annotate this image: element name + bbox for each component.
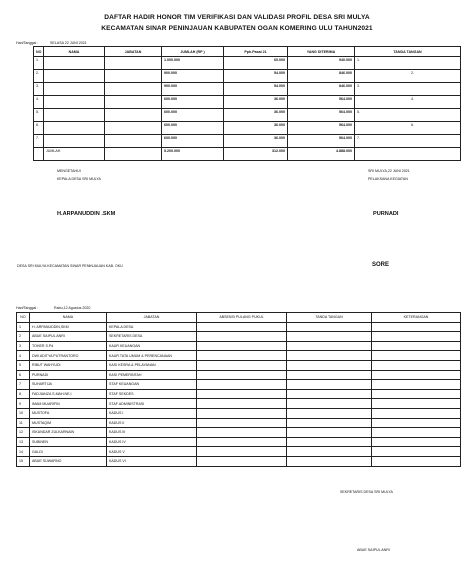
table-row (34, 108, 461, 121)
cell-jumlah: 900.000 (162, 69, 224, 82)
cell-ttd (287, 437, 372, 447)
cell-no: 4. (34, 95, 44, 108)
cell-ttd: 5. (355, 108, 461, 121)
sign-right-line1: SRI MULYA,22 JUNI 2021 (368, 169, 410, 173)
cell-nama: IMAM MUARIFIN (30, 399, 107, 409)
cell-no: 15 (17, 456, 30, 466)
cell-jumlah: 600.000 (162, 134, 224, 147)
cell-pph: 36.000 (224, 134, 288, 147)
cell-jumlah: 600.000 (162, 121, 224, 134)
cell-jabatan (105, 57, 162, 70)
cell-no: 13 (17, 437, 30, 447)
cell-no: 12 (17, 428, 30, 438)
cell-absensi (197, 399, 287, 409)
cell-ttd: 1. (355, 57, 461, 70)
cell-keterangan (372, 370, 461, 380)
cell-keterangan (372, 437, 461, 447)
cell-jabatan: KADUS I (107, 408, 197, 418)
cell-ttd (287, 456, 372, 466)
cell-nama: H. ARPANUDDIN,SKM (30, 322, 107, 332)
table-header-row (17, 313, 461, 323)
cell-jumlah: 600.000 (162, 108, 224, 121)
column-header: Pph.Pasal 21 (224, 47, 288, 57)
cell-jabatan: KASI PEMERINTAH (107, 370, 197, 380)
cell-keterangan (372, 360, 461, 370)
sign-right-name: PURNADI (373, 211, 399, 217)
column-header: NAMA (30, 313, 107, 323)
cell-pph: 36.000 (224, 95, 288, 108)
cell-ttd (287, 389, 372, 399)
footer-line1: SEKRETARIS DESA SRI MULYA (340, 490, 393, 494)
cell-jabatan: STAF KEUANGAN (107, 380, 197, 390)
cell-no: 14 (17, 447, 30, 457)
cell-ttd (287, 408, 372, 418)
cell-absensi (197, 447, 287, 457)
cell-no: 6. (34, 121, 44, 134)
doc1-title-line1: DAFTAR HADIR HONOR TIM VERIFIKASI DAN VALIDASI PROFIL DESA SRI MULYA (104, 14, 370, 21)
cell-ttd (287, 332, 372, 342)
cell-nama (44, 57, 105, 70)
cell-nama: FADJIANZA S.MAH.NE.I (30, 389, 107, 399)
table-row (34, 134, 461, 147)
sign-left-name: H.ARPANUDDIN .SKM (57, 211, 116, 217)
cell-keterangan (372, 447, 461, 457)
cell-keterangan (372, 351, 461, 361)
cell-keterangan (372, 380, 461, 390)
cell-pph: 54.000 (224, 82, 288, 95)
cell-ttd: 3. (355, 82, 461, 95)
cell-ttd (287, 360, 372, 370)
footer-name: ABUE SAIPUL ANRI (357, 548, 390, 552)
sign-left-line1: MENGETAHUI (57, 169, 81, 173)
cell-absensi (197, 428, 287, 438)
table-row (17, 418, 461, 428)
column-header: JABATAN (107, 313, 197, 323)
cell-nama: MUSTOFA (30, 408, 107, 418)
cell-diterima: 846.000 (288, 69, 355, 82)
column-header: ABSENSI PULANG PUKUL (197, 313, 287, 323)
payment-table (33, 46, 461, 161)
cell-no: 10 (17, 408, 30, 418)
total-jumlah: 5.200.000 (162, 147, 224, 160)
cell-absensi (197, 370, 287, 380)
total-label: JUMLAH (44, 147, 105, 160)
cell-absensi (197, 437, 287, 447)
cell-nama (44, 95, 105, 108)
cell-nama: MUSTAQIM (30, 418, 107, 428)
cell-keterangan (372, 332, 461, 342)
table-row (34, 69, 461, 82)
cell-no: 11 (17, 418, 30, 428)
cell-nama (44, 108, 105, 121)
cell-no: 8 (17, 389, 30, 399)
cell-jabatan: SEKRETARIS DESA (107, 332, 197, 342)
cell-no: 7. (34, 134, 44, 147)
table-row (17, 428, 461, 438)
cell-diterima: 564.000 (288, 108, 355, 121)
table-row (34, 82, 461, 95)
table-row (34, 95, 461, 108)
cell-nama: ABUE SUWARNO (30, 456, 107, 466)
cell-jumlah: 900.000 (162, 82, 224, 95)
column-header: JUMLAH (RP ) (162, 47, 224, 57)
table-row (17, 341, 461, 351)
cell-no: 2. (34, 69, 44, 82)
cell-ttd (287, 341, 372, 351)
cell-jumlah: 1.000.000 (162, 57, 224, 70)
cell-ttd (287, 351, 372, 361)
doc2-header-right: SORE (372, 262, 390, 268)
cell-ttd: 4. (355, 95, 461, 108)
doc2-date-value: Rabu,12 Agustus 2020 (54, 306, 91, 310)
table-row (34, 121, 461, 134)
cell-jabatan (105, 82, 162, 95)
cell-ttd (287, 399, 372, 409)
column-header: NO (17, 313, 30, 323)
cell-jabatan: KADUS IV (107, 437, 197, 447)
cell-no: 1 (17, 322, 30, 332)
cell-nama: DWI ADITYA PUTRANTORO (30, 351, 107, 361)
column-header: TANDA TANGAN (355, 47, 461, 57)
cell-nama: RIBUT WAHYUDI (30, 360, 107, 370)
cell-nama (44, 69, 105, 82)
cell-keterangan (372, 418, 461, 428)
cell-keterangan (372, 456, 461, 466)
cell-jabatan: KAUR TATA UMUM & PERENCANAAN (107, 351, 197, 361)
doc2-date-label: Hari/Tanggal : (16, 306, 39, 310)
cell-jabatan (105, 121, 162, 134)
cell-absensi (197, 332, 287, 342)
cell-pph: 60.000 (224, 57, 288, 70)
cell-nama: GALDI (30, 447, 107, 457)
column-header: NO (34, 47, 44, 57)
cell-pph: 54.000 (224, 69, 288, 82)
doc1-date-label: Hari/Tanggal : (16, 41, 39, 45)
table-row (17, 456, 461, 466)
cell-absensi (197, 341, 287, 351)
column-header: KETERANGAN (372, 313, 461, 323)
cell-ttd (287, 380, 372, 390)
cell-nama: SUBINEN (30, 437, 107, 447)
cell-no: 1. (34, 57, 44, 70)
cell-no: 2 (17, 332, 30, 342)
cell-jabatan (105, 108, 162, 121)
table-row (17, 399, 461, 409)
doc2-header-left: DESA SRI MULYA KECAMATAN SINAR PENINJAUAN KAB. OKU (17, 264, 123, 268)
table-row (17, 351, 461, 361)
cell-jabatan: KAUR KEUANGAN (107, 341, 197, 351)
table-row (17, 370, 461, 380)
table-row (17, 380, 461, 390)
column-header: NAMA (44, 47, 105, 57)
table-row (17, 360, 461, 370)
cell-jabatan (105, 134, 162, 147)
cell-jabatan: KASI KESRA & PELAYANAN (107, 360, 197, 370)
cell-absensi (197, 360, 287, 370)
cell-no: 4 (17, 351, 30, 361)
sign-left-line2: KEPALA DESA SRI MULYA (57, 177, 101, 181)
cell-ttd (287, 447, 372, 457)
cell-absensi (197, 322, 287, 332)
cell-jabatan: KADUS V (107, 447, 197, 457)
column-header: JABATAN (105, 47, 162, 57)
cell-pph: 36.000 (224, 121, 288, 134)
cell-jumlah: 600.000 (162, 95, 224, 108)
cell-diterima: 940.000 (288, 57, 355, 70)
table-row (34, 57, 461, 70)
cell-empty (355, 147, 461, 160)
cell-ttd (287, 322, 372, 332)
cell-nama: PURNADI (30, 370, 107, 380)
total-pph: 312.000 (224, 147, 288, 160)
cell-no: 3 (17, 341, 30, 351)
cell-no: 5 (17, 360, 30, 370)
cell-diterima: 564.000 (288, 121, 355, 134)
cell-absensi (197, 408, 287, 418)
table-row (17, 332, 461, 342)
cell-ttd: 6. (355, 121, 461, 134)
cell-ttd (287, 418, 372, 428)
cell-jabatan: KADUS II (107, 418, 197, 428)
cell-nama (44, 121, 105, 134)
cell-nama: TOHER S.Pd (30, 341, 107, 351)
table-header-row (34, 47, 461, 57)
cell-keterangan (372, 341, 461, 351)
doc1-title-line2: KECAMATAN SINAR PENINJAUAN KABUPATEN OGAN KOMERING ULU TAHUN2021 (101, 25, 373, 32)
cell-ttd: 2. (355, 69, 461, 82)
cell-nama: SUHARTIJA (30, 380, 107, 390)
cell-empty (105, 147, 162, 160)
doc1-date-value: SELASA 22 JUNI 2021 (50, 41, 87, 45)
cell-absensi (197, 456, 287, 466)
cell-ttd (287, 428, 372, 438)
cell-keterangan (372, 389, 461, 399)
total-diterima: 4.888.000 (288, 147, 355, 160)
cell-jabatan: KADUS III (107, 428, 197, 438)
column-header: YANG DITERIMA (288, 47, 355, 57)
sign-right-line2: PELAKSANA KEGIATAN (368, 177, 408, 181)
cell-keterangan (372, 399, 461, 409)
cell-jabatan: STAF ADMINISTRASI (107, 399, 197, 409)
cell-keterangan (372, 428, 461, 438)
cell-no: 5. (34, 108, 44, 121)
cell-keterangan (372, 408, 461, 418)
cell-no: 9 (17, 399, 30, 409)
cell-diterima: 846.000 (288, 82, 355, 95)
cell-ttd (287, 370, 372, 380)
table-row (17, 322, 461, 332)
table-row (17, 408, 461, 418)
cell-nama (44, 82, 105, 95)
total-row (34, 147, 461, 160)
cell-no: 6 (17, 370, 30, 380)
cell-no: 7 (17, 380, 30, 390)
cell-diterima: 564.000 (288, 95, 355, 108)
attendance-table (16, 312, 461, 467)
table-row (17, 437, 461, 447)
cell-keterangan (372, 322, 461, 332)
cell-jabatan: KEPALA DESA (107, 322, 197, 332)
cell-no: 3. (34, 82, 44, 95)
cell-nama: ISKANDAR ZULKARNAIN (30, 428, 107, 438)
cell-jabatan: STAF SEKDES (107, 389, 197, 399)
cell-diterima: 564.000 (288, 134, 355, 147)
cell-absensi (197, 351, 287, 361)
cell-absensi (197, 389, 287, 399)
table-row (17, 447, 461, 457)
cell-ttd: 7. (355, 134, 461, 147)
cell-jabatan: KADUS VI (107, 456, 197, 466)
cell-jabatan (105, 69, 162, 82)
column-header: TANDA TANGAN (287, 313, 372, 323)
cell-jabatan (105, 95, 162, 108)
cell-pph: 36.000 (224, 108, 288, 121)
cell-empty (34, 147, 44, 160)
cell-absensi (197, 418, 287, 428)
table-row (17, 389, 461, 399)
cell-nama (44, 134, 105, 147)
cell-nama: ABUE SAIPUL ANRI (30, 332, 107, 342)
cell-absensi (197, 380, 287, 390)
